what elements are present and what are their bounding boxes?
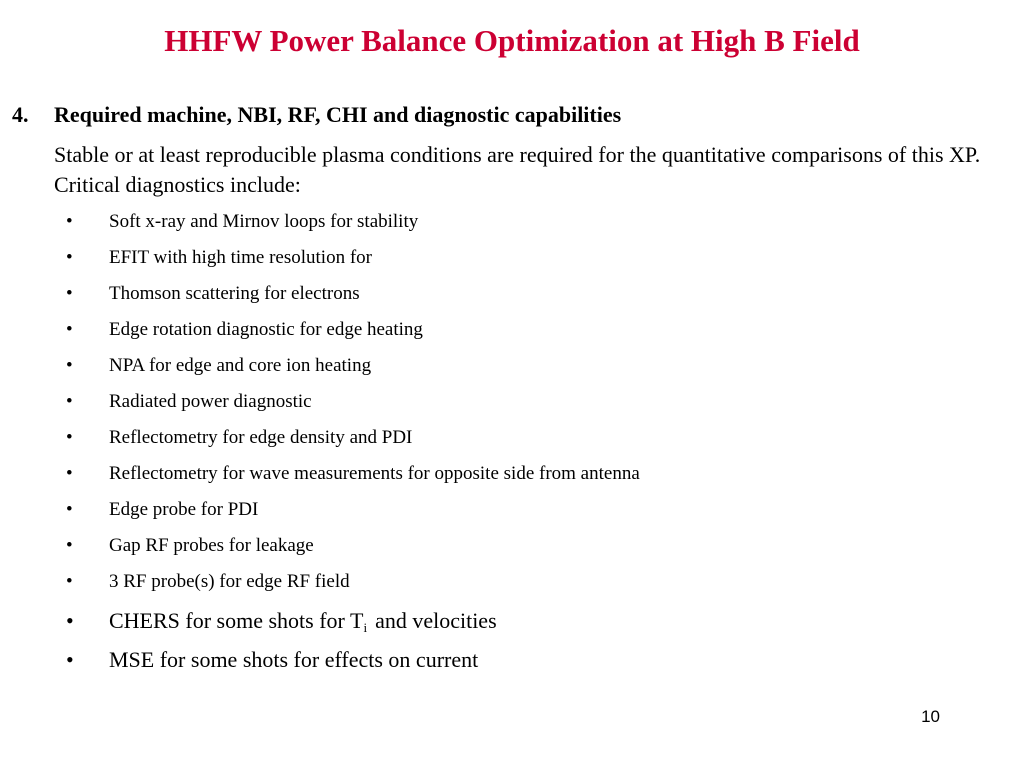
list-item-text: Thomson scattering for electrons xyxy=(109,283,360,304)
list-item-text: NPA for edge and core ion heating xyxy=(109,355,372,376)
list-item-text: Edge probe for PDI xyxy=(109,499,259,520)
bullet-marker: • xyxy=(66,391,73,412)
list-item-text-after: and velocities xyxy=(375,608,497,633)
bullet-marker: • xyxy=(66,355,73,376)
list-item-text: Radiated power diagnostic xyxy=(109,391,312,412)
bullet-marker: • xyxy=(66,427,73,448)
section-heading-text: Required machine, NBI, RF, CHI and diagnostic capabilities xyxy=(54,102,622,127)
slide-title: HHFW Power Balance Optimization at High B Field xyxy=(164,23,860,58)
bullet-marker: • xyxy=(66,535,73,556)
list-item-text: 3 RF probe(s) for edge RF field xyxy=(109,571,350,592)
list-item-text: Reflectometry for edge density and PDI xyxy=(109,427,413,448)
list-item-text: MSE for some shots for effects on current xyxy=(109,647,479,672)
bullet-marker: • xyxy=(66,647,74,672)
ion-subscript: i xyxy=(363,620,368,635)
list-item-text: Gap RF probes for leakage xyxy=(109,535,314,556)
bullet-marker: • xyxy=(66,463,73,484)
intro-paragraph: Stable or at least reproducible plasma conditions are required for the quantitative comparisons of this XP. Critical diagnostics include: xyxy=(54,142,981,197)
bullet-marker: • xyxy=(66,319,73,340)
section-heading xyxy=(12,101,621,129)
list-item-text: Soft x-ray and Mirnov loops for stability xyxy=(109,211,419,232)
list-item-text: EFIT with high time resolution for xyxy=(109,247,372,268)
bullet-marker: • xyxy=(66,211,73,232)
bullet-marker: • xyxy=(66,283,73,304)
bullet-marker: • xyxy=(66,608,74,633)
page-number: 10 xyxy=(921,707,940,726)
bullet-marker: • xyxy=(66,499,73,520)
bullet-marker: • xyxy=(66,247,73,268)
list-item-text-before: CHERS for some shots for T xyxy=(109,608,364,633)
list-item-text: Edge rotation diagnostic for edge heating xyxy=(109,319,423,340)
list-item-text: Reflectometry for wave measurements for opposite side from antenna xyxy=(109,463,640,484)
list-item-text xyxy=(109,607,497,635)
section-number: 4. xyxy=(12,102,29,127)
bullet-marker: • xyxy=(66,571,73,592)
